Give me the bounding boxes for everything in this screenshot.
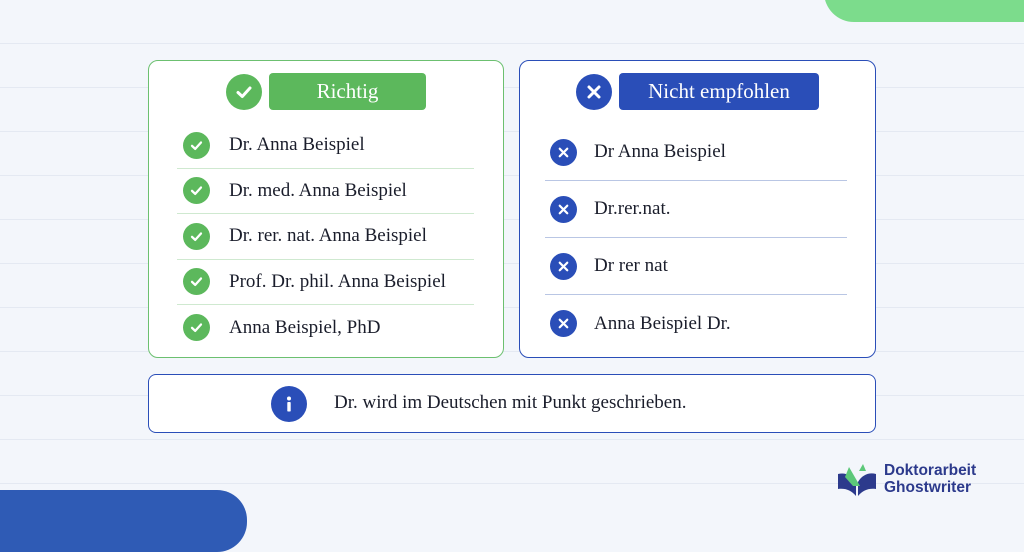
info-box: [148, 374, 876, 433]
list-item-text: Anna Beispiel, PhD: [229, 316, 381, 338]
list-item-text: Dr.rer.nat.: [594, 198, 671, 219]
logo-line-2: Ghostwriter: [884, 479, 971, 496]
list-item-text: Dr Anna Beispiel: [594, 141, 726, 162]
list-item: [177, 214, 474, 260]
list-item: [545, 181, 847, 238]
list-item: [177, 305, 474, 351]
list-item: [545, 124, 847, 181]
list-item: [545, 295, 847, 352]
decorative-blue-shape: [0, 490, 247, 552]
decorative-green-shape: [824, 0, 1024, 22]
list-item: [177, 169, 474, 215]
info-text: Dr. wird im Deutschen mit Punkt geschrieben.: [334, 392, 687, 413]
x-icon: [550, 310, 577, 337]
logo-line-1: Doktorarbeit: [884, 462, 977, 479]
correct-panel: [148, 60, 504, 358]
correct-panel-header: [149, 73, 503, 110]
check-icon: [226, 74, 262, 110]
check-icon: [183, 268, 210, 295]
correct-list: [177, 123, 474, 351]
brand-logo: [836, 462, 1006, 498]
list-item-text: Dr. Anna Beispiel: [229, 134, 365, 156]
logo-mark-icon: [836, 462, 878, 498]
check-icon: [183, 223, 210, 250]
list-item-text: Anna Beispiel Dr.: [594, 312, 731, 334]
logo-text: [884, 462, 976, 496]
x-icon: [550, 196, 577, 223]
x-icon: [550, 253, 577, 280]
x-icon: [550, 139, 577, 166]
list-item: [177, 123, 474, 169]
check-icon: [183, 177, 210, 204]
list-item-text: Dr. rer. nat. Anna Beispiel: [229, 225, 427, 247]
check-icon: [183, 314, 210, 341]
not-recommended-panel-header: [520, 73, 875, 110]
not-recommended-title: Nicht empfohlen: [619, 73, 819, 110]
x-icon: [576, 74, 612, 110]
check-icon: [183, 132, 210, 159]
list-item-text: Prof. Dr. phil. Anna Beispiel: [229, 270, 446, 292]
correct-title: Richtig: [269, 73, 426, 110]
list-item: [177, 260, 474, 306]
list-item: [545, 238, 847, 295]
not-recommended-list: [545, 124, 847, 352]
list-item-text: Dr rer nat: [594, 255, 668, 276]
not-recommended-panel: [519, 60, 876, 358]
list-item-text: Dr. med. Anna Beispiel: [229, 179, 407, 201]
info-icon: [271, 386, 307, 422]
